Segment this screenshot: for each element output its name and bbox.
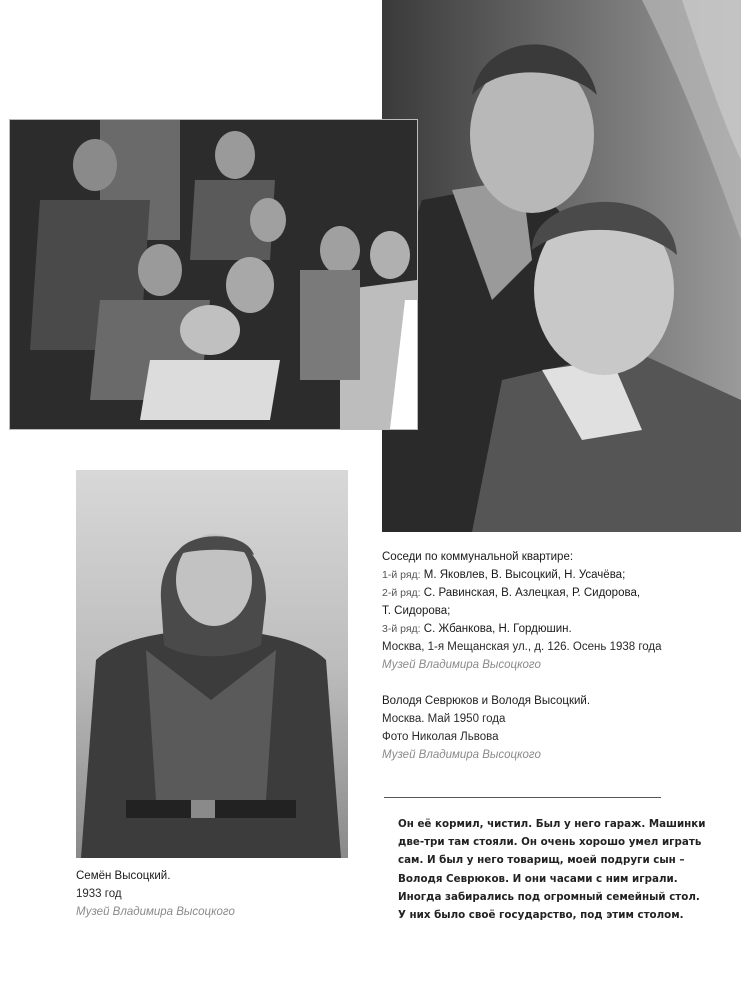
quote-line: Он её кормил, чистил. Был у него гараж. Машинки [398, 818, 706, 830]
photo-neighbors-group-image [10, 120, 417, 429]
photo-neighbors-group [10, 120, 417, 429]
caption-semyon [76, 867, 356, 921]
caption-volodya-museum: Музей Владимира Высоцкого [382, 749, 541, 761]
row2-names: С. Равинская, В. Азлецкая, Р. Сидорова, [420, 587, 641, 599]
caption-neighbors [382, 548, 712, 674]
caption-volodya-title: Володя Севрюков и Володя Высоцкий. [382, 695, 591, 707]
quote-line: Володя Севрюков. И они часами с ним играли. [398, 872, 678, 885]
row1-names: М. Яковлев, В. Высоцкий, Н. Усачёва; [420, 569, 626, 581]
row3-label: 3-й ряд: [382, 623, 421, 635]
caption-semen-museum: Музей Владимира Высоцкого [76, 906, 235, 918]
caption-neighbors-place-date: Москва, 1-я Мещанская ул., д. 126. Осень 1938 года [382, 641, 662, 653]
caption-neighbors-row2-cont: Т. Сидорова; [382, 605, 451, 617]
caption-neighbors-museum: Музей Владимира Высоцкого [382, 659, 541, 671]
caption-neighbors-row2 [382, 584, 712, 602]
photo-two-boys [382, 0, 741, 532]
quote-line: две-три там стояли. Он очень хорошо умел играть [398, 836, 702, 849]
row3-names: С. Жбанкова, Н. Гордюшин. [420, 623, 572, 635]
row1-label: 1-й ряд: [382, 569, 421, 581]
photo-semyon-vysotsky-image [76, 470, 348, 858]
caption-two-volodyas [382, 692, 712, 764]
photo-semyon-vysotsky [76, 470, 348, 858]
quote-block [398, 815, 706, 924]
quote-line: сам. И был у него товарищ, моей подруги сын – [398, 854, 685, 867]
caption-semen-title: Семён Высоцкий. [76, 870, 171, 882]
caption-neighbors-title: Соседи по коммунальной квартире: [382, 551, 574, 563]
caption-neighbors-row3 [382, 620, 712, 638]
caption-neighbors-row1 [382, 566, 712, 584]
row2-label: 2-й ряд: [382, 587, 421, 599]
caption-volodya-photographer: Фото Николая Львова [382, 731, 499, 743]
photo-two-boys-image [382, 0, 741, 532]
caption-volodya-place-date: Москва. Май 1950 года [382, 713, 506, 725]
quote-line: У них было своё государство, под этим столом. [398, 909, 684, 922]
quote-line: Иногда забирались под огромный семейный стол. [398, 890, 700, 903]
section-divider [384, 797, 661, 798]
caption-semen-year: 1933 год [76, 888, 122, 900]
